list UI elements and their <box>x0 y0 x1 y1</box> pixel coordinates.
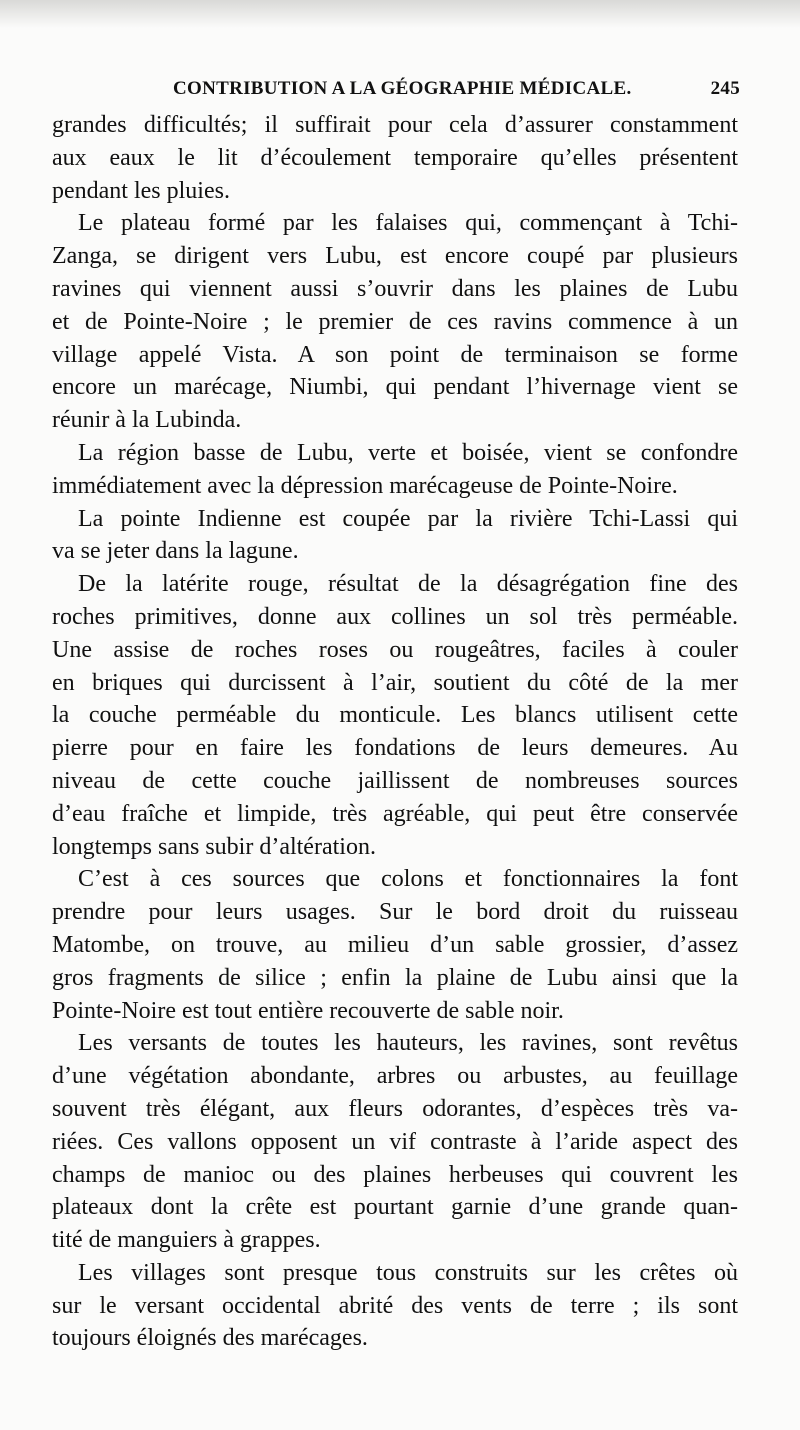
text-line: immédiatement avec la dépression marécageuse de Pointe-Noire. <box>52 472 678 499</box>
text-line: pierre pour en faire les fondations de leurs demeures. Au <box>52 735 738 762</box>
text-line: roches primitives, donne aux collines un sol très perméable. <box>52 603 738 630</box>
text-line: prendre pour leurs usages. Sur le bord droit du ruisseau <box>52 899 738 926</box>
body-text <box>52 109 738 1355</box>
text-line: en briques qui durcissent à l’air, soutient du côté de la mer <box>52 669 738 696</box>
text-line: Les versants de toutes les hauteurs, les ravines, sont revêtus <box>78 1030 738 1057</box>
text-line: riées. Ces vallons opposent un vif contraste à l’aride aspect des <box>52 1128 738 1155</box>
text-line: champs de manioc ou des plaines herbeuses qui couvrent les <box>52 1161 738 1188</box>
text-line: grandes difficultés; il suffirait pour cela d’assurer constamment <box>52 112 738 138</box>
text-line: d’eau fraîche et limpide, très agréable, qui peut être conservée <box>52 800 738 827</box>
page-header <box>50 78 740 104</box>
text-line: Le plateau formé par les falaises qui, commençant à Tchi- <box>78 210 738 237</box>
text-line: Une assise de roches roses ou rougeâtres, faciles à couler <box>52 636 738 663</box>
text-line: La région basse de Lubu, verte et boisée, vient se confondre <box>78 439 738 466</box>
text-line: Les villages sont presque tous construits sur les crêtes où <box>78 1259 738 1286</box>
page-number: 245 <box>710 78 740 99</box>
text-line: sur le versant occidental abrité des vents de terre ; ils sont <box>52 1292 738 1319</box>
text-line: De la latérite rouge, résultat de la désagrégation fine des <box>78 571 738 598</box>
text-line: encore un marécage, Niumbi, qui pendant l’hivernage vient se <box>52 374 738 401</box>
text-line: pendant les pluies. <box>52 177 230 204</box>
text-line: va se jeter dans la lagune. <box>52 538 299 565</box>
text-line: souvent très élégant, aux fleurs odorantes, d’espèces très va- <box>52 1095 738 1122</box>
text-line: aux eaux le lit d’écoulement temporaire qu’elles présentent <box>52 144 738 171</box>
text-line: village appelé Vista. A son point de terminaison se forme <box>52 341 738 368</box>
running-title: CONTRIBUTION A LA GÉOGRAPHIE MÉDICALE. <box>173 78 632 99</box>
text-line: Matombe, on trouve, au milieu d’un sable grossier, d’assez <box>52 931 738 958</box>
text-line: gros fragments de silice ; enfin la plaine de Lubu ainsi que la <box>52 964 738 991</box>
page-top-shadow <box>0 0 800 28</box>
text-line: réunir à la Lubinda. <box>52 407 242 434</box>
text-line: longtemps sans subir d’altération. <box>52 833 376 860</box>
text-line: niveau de cette couche jaillissent de nombreuses sources <box>52 767 738 794</box>
text-line: la couche perméable du monticule. Les blancs utilisent cette <box>52 702 738 729</box>
text-line: Pointe-Noire est tout entière recouverte de sable noir. <box>52 997 564 1024</box>
text-line: et de Pointe-Noire ; le premier de ces ravins commence à un <box>52 308 738 335</box>
text-line: d’une végétation abondante, arbres ou arbustes, au feuillage <box>52 1063 738 1090</box>
text-line: plateaux dont la crête est pourtant garnie d’une grande quan- <box>52 1194 738 1221</box>
text-line: ravines qui viennent aussi s’ouvrir dans les plaines de Lubu <box>52 275 738 302</box>
text-line: toujours éloignés des marécages. <box>52 1325 368 1352</box>
text-line: tité de manguiers à grappes. <box>52 1227 321 1254</box>
text-line: C’est à ces sources que colons et fonctionnaires la font <box>78 866 738 893</box>
text-line: Zanga, se dirigent vers Lubu, est encore coupé par plusieurs <box>52 243 738 270</box>
text-line: La pointe Indienne est coupée par la rivière Tchi-Lassi qui <box>78 505 738 532</box>
